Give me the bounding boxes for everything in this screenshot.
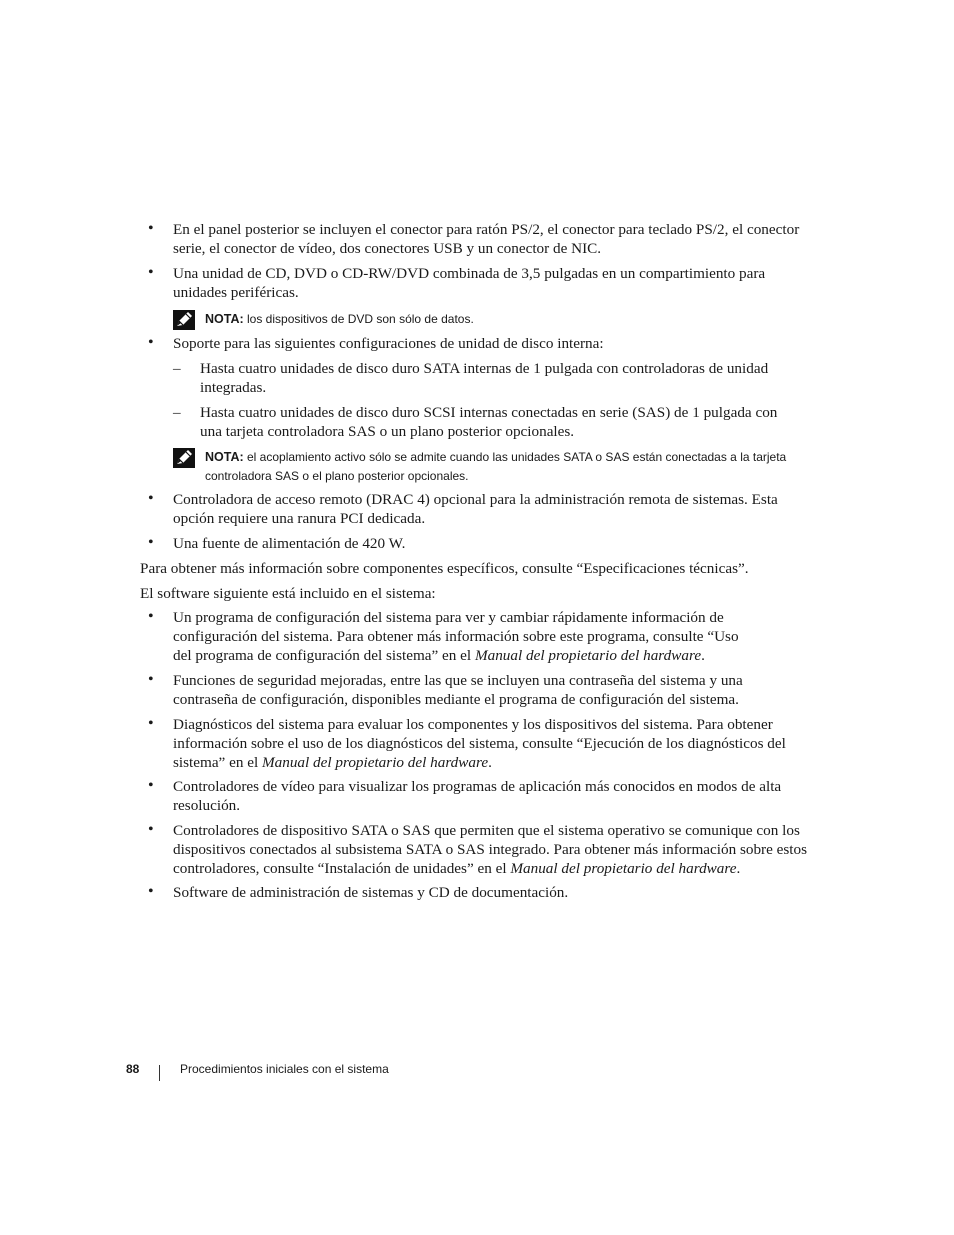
list-item	[173, 777, 823, 815]
bullet-marker: •	[148, 264, 154, 281]
list-item-text: Software de administración de sistemas y CD de documentación.	[173, 884, 569, 901]
list-item: Controladora de acceso remoto (DRAC 4) opcional para la administración remota de sistemas. Esta opción requiere una ranura PCI dedicada.	[173, 491, 778, 527]
list-item	[173, 821, 813, 878]
bullet-marker: •	[148, 671, 154, 688]
list-item-text: .	[736, 860, 741, 877]
manual-title: Manual del propietario del hardware	[261, 754, 489, 771]
paragraph: El software siguiente está incluido en el sistema:	[140, 585, 436, 602]
list-item-text: .	[488, 754, 492, 771]
bullet-marker: •	[148, 220, 154, 237]
list-item-text: Un programa de configuración del sistema para ver y cambiar rápidamente información de configuración del sistema. Para obtener más información sobre este programa, consulte “Uso del programa de configuración del sistema” en el	[173, 609, 739, 664]
note-label: NOTA:	[205, 450, 244, 464]
list-item: Soporte para las siguientes configuraciones de unidad de disco interna:	[173, 335, 604, 352]
list-item	[173, 883, 823, 902]
manual-title: Manual del propietario del hardware	[474, 647, 702, 664]
list-item-text: Controladores de dispositivo SATA o SAS que permiten que el sistema operativo se comunique con los dispositivos conectados al subsistema SATA o SAS integrado. Para obtener más información sobre estos controladores, consulte “Instalación de unidades” en el	[173, 822, 808, 877]
bullet-marker: •	[148, 334, 154, 351]
list-item: En el panel posterior se incluyen el conector para ratón PS/2, el conector para teclado PS/2, el conector serie, el conector de vídeo, dos conectores USB y un conector de NIC.	[173, 221, 800, 257]
note-text	[205, 448, 817, 486]
note	[173, 310, 823, 332]
list-item-text: .	[701, 647, 705, 664]
footer-divider	[159, 1065, 160, 1081]
note-body: los dispositivos de DVD son sólo de datos.	[247, 312, 474, 326]
note-label: NOTA:	[205, 312, 244, 326]
manual-title: Manual del propietario del hardware	[510, 860, 737, 877]
bullet-marker: •	[148, 715, 154, 732]
paragraph: Para obtener más información sobre componentes específicos, consulte “Especificaciones técnicas”.	[140, 560, 749, 577]
dash-marker: –	[173, 360, 181, 377]
bullet-marker: •	[148, 490, 154, 507]
note-text	[205, 310, 825, 329]
list-item	[173, 715, 813, 772]
bullet-marker: •	[148, 534, 154, 551]
footer-title: Procedimientos iniciales con el sistema	[180, 1062, 389, 1076]
note	[173, 448, 823, 488]
bullet-marker: •	[148, 608, 154, 625]
bullet-marker: •	[148, 777, 154, 794]
pencil-note-icon	[173, 448, 195, 468]
list-item-text: Funciones de seguridad mejoradas, entre las que se incluyen una contraseña del sistema y una contraseña de configuración, disponibles mediante el programa de configuración del sistema.	[173, 672, 743, 708]
list-item-text: Controladores de vídeo para visualizar los programas de aplicación más conocidos en modos de alta resolución.	[173, 778, 782, 814]
list-item	[173, 671, 783, 709]
sub-list-item: Hasta cuatro unidades de disco duro SATA internas de 1 pulgada con controladoras de unidad integradas.	[200, 360, 769, 396]
pencil-note-icon	[173, 310, 195, 330]
sub-list-item: Hasta cuatro unidades de disco duro SCSI internas conectadas en serie (SAS) de 1 pulgada con una tarjeta controladora SAS o un plano posterior opcionales.	[200, 404, 778, 440]
list-item: Una fuente de alimentación de 420 W.	[173, 535, 406, 552]
page-number: 88	[126, 1062, 140, 1076]
note-body: el acoplamiento activo sólo se admite cuando las unidades SATA o SAS están conectadas a la tarjeta controladora SAS o el plano posterior opcionales.	[205, 450, 787, 483]
list-item: Una unidad de CD, DVD o CD-RW/DVD combinada de 3,5 pulgadas en un compartimiento para unidades periféricas.	[173, 265, 766, 301]
list-item-text: Diagnósticos del sistema para evaluar los componentes y los dispositivos del sistema. Para obtener información sobre el uso de los diagnósticos del sistema, consulte “Ejecución de los diagnósticos del sistema” en el	[173, 716, 786, 771]
bullet-marker: •	[148, 883, 154, 900]
dash-marker: –	[173, 404, 181, 421]
bullet-marker: •	[148, 821, 154, 838]
list-item	[173, 608, 753, 665]
